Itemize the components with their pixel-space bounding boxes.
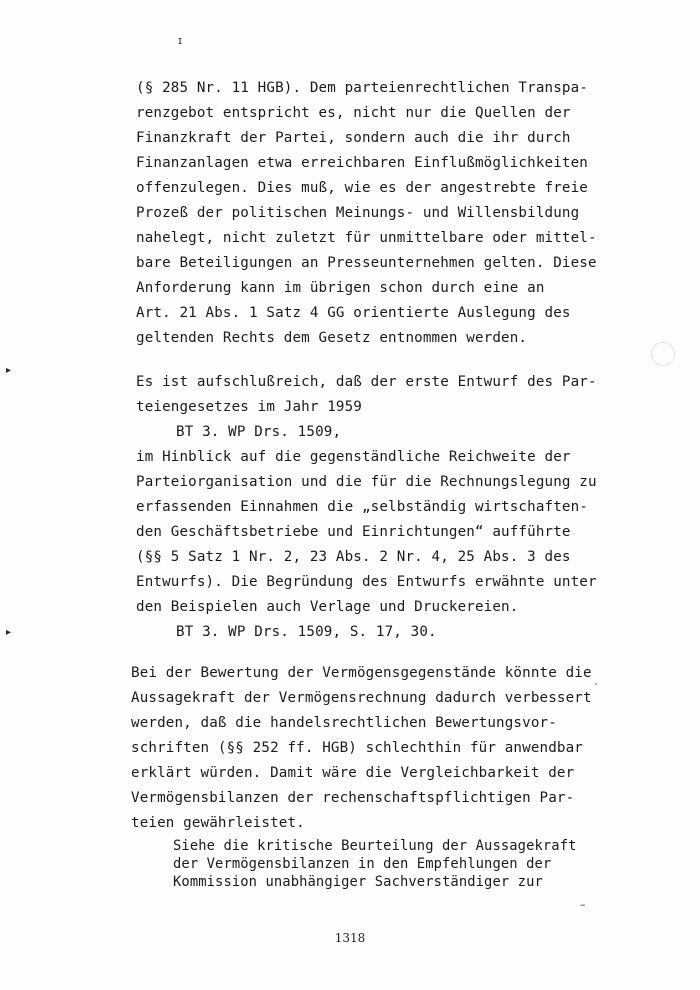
text-line: schriften (§§ 252 ff. HGB) schlechthin für anwendbar bbox=[131, 740, 583, 756]
text-line: den Geschäftsbetriebe und Einrichtungen“ aufführte bbox=[136, 524, 571, 540]
quote-line: Kommission unabhängiger Sachverständiger zur bbox=[173, 874, 543, 890]
top-mark: ɪ bbox=[178, 34, 183, 47]
citation-line: BT 3. WP Drs. 1509, bbox=[176, 424, 342, 440]
text-line: Finanzkraft der Partei, sondern auch die ihr durch bbox=[136, 130, 571, 146]
text-line: Bei der Bewertung der Vermögensgegenstände könnte die bbox=[131, 665, 592, 681]
text-line: erklärt würden. Damit wäre die Vergleichbarkeit der bbox=[131, 765, 575, 781]
bottom-dash-mark: – bbox=[580, 898, 586, 911]
punch-hole-ring bbox=[651, 342, 675, 366]
text-line: teiengesetzes im Jahr 1959 bbox=[136, 399, 362, 415]
margin-arrow-icon: ▸ bbox=[6, 365, 12, 376]
quote-line: der Vermögensbilanzen in den Empfehlungen der bbox=[173, 856, 552, 872]
text-line: geltenden Rechts dem Gesetz entnommen werden. bbox=[136, 330, 528, 346]
text-line: den Beispielen auch Verlage und Druckereien. bbox=[136, 599, 519, 615]
text-line: Vermögensbilanzen der rechenschaftspflichtigen Par- bbox=[131, 790, 575, 806]
text-line: teien gewährleistet. bbox=[131, 815, 305, 831]
text-line: Finanzanlagen etwa erreichbaren Einflußmöglichkeiten bbox=[136, 155, 588, 171]
page-number: 1318 bbox=[334, 931, 366, 945]
text-line: offenzulegen. Dies muß, wie es der angestrebte freie bbox=[136, 180, 588, 196]
text-line: erfassenden Einnahmen die „selbständig wirtschaften- bbox=[136, 499, 588, 515]
quote-line: Siehe die kritische Beurteilung der Aussagekraft bbox=[173, 838, 577, 854]
text-line: renzgebot entspricht es, nicht nur die Quellen der bbox=[136, 105, 571, 121]
text-line: bare Beteiligungen an Presseunternehmen gelten. Diese bbox=[136, 255, 597, 271]
text-line: im Hinblick auf die gegenständliche Reichweite der bbox=[136, 449, 571, 465]
text-line: (§§ 5 Satz 1 Nr. 2, 23 Abs. 2 Nr. 4, 25 Abs. 3 des bbox=[136, 549, 571, 565]
text-line: Art. 21 Abs. 1 Satz 4 GG orientierte Auslegung des bbox=[136, 305, 571, 321]
text-line: nahelegt, nicht zuletzt für unmittelbare oder mittel- bbox=[136, 230, 597, 246]
scan-speck bbox=[595, 683, 597, 685]
margin-arrow-icon: ▸ bbox=[6, 627, 12, 638]
text-line: werden, daß die handelsrechtlichen Bewertungsvor- bbox=[131, 715, 557, 731]
text-line: Prozeß der politischen Meinungs- und Willensbildung bbox=[136, 205, 580, 221]
citation-line: BT 3. WP Drs. 1509, S. 17, 30. bbox=[176, 624, 437, 640]
text-line: Aussagekraft der Vermögensrechnung dadurch verbessert bbox=[131, 690, 592, 706]
text-line: Entwurfs). Die Begründung des Entwurfs erwähnte unter bbox=[136, 574, 597, 590]
text-line: Anforderung kann im übrigen schon durch eine an bbox=[136, 280, 545, 296]
text-line: Parteiorganisation und die für die Rechnungslegung zu bbox=[136, 474, 597, 490]
text-line: (§ 285 Nr. 11 HGB). Dem parteienrechtlichen Transpa- bbox=[136, 80, 588, 96]
text-line: Es ist aufschlußreich, daß der erste Entwurf des Par- bbox=[136, 374, 597, 390]
